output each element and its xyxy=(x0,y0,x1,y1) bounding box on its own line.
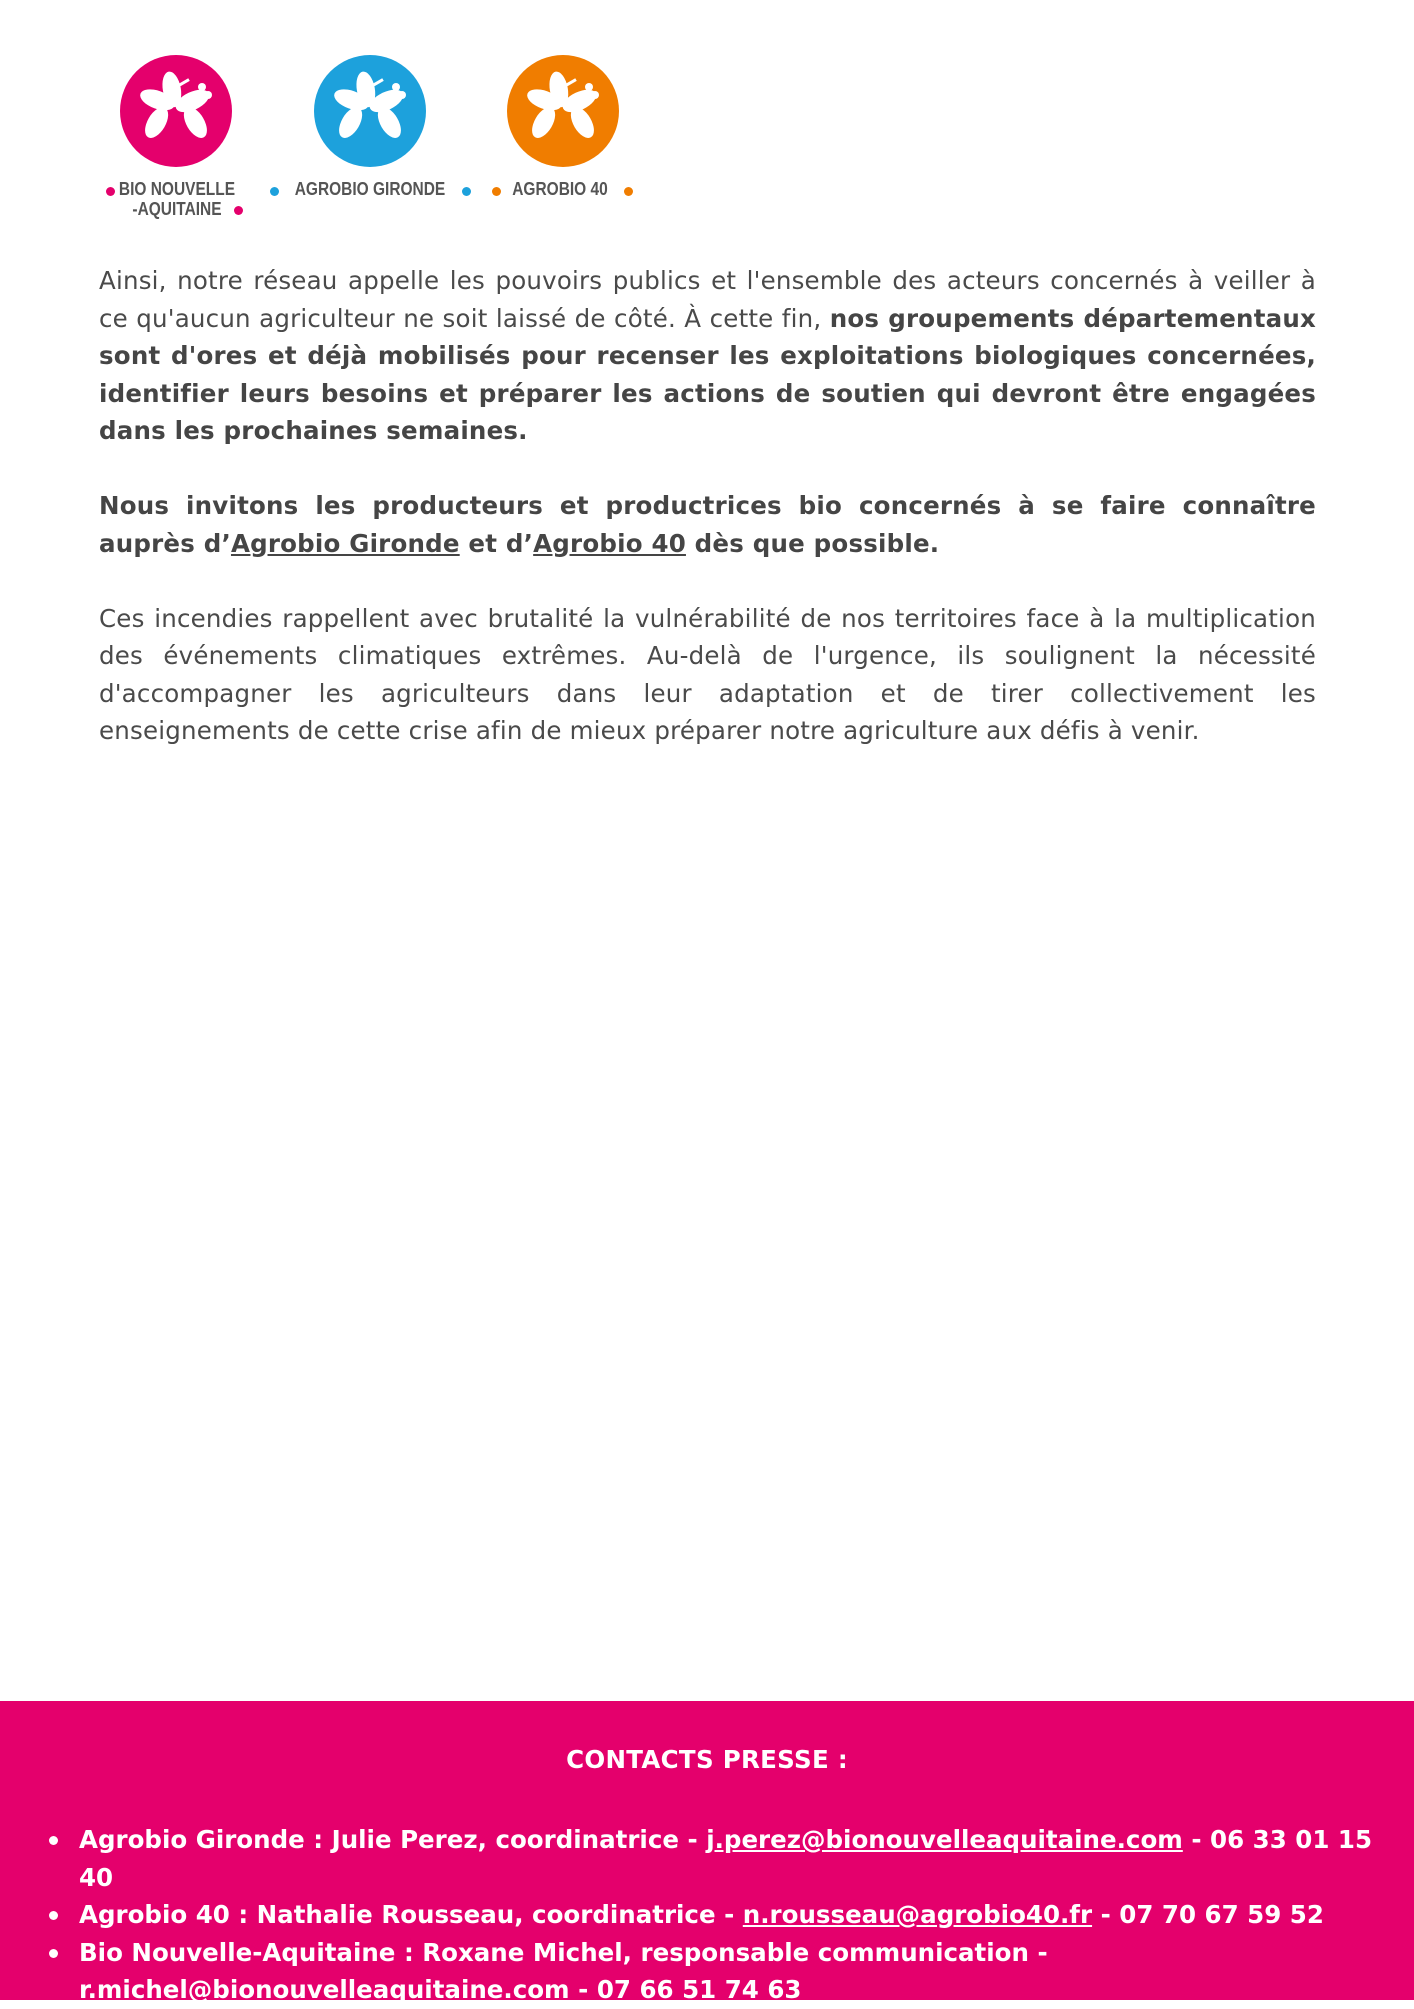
flower-icon xyxy=(507,55,619,167)
paragraph-appeal-bold: nos groupements départementaux sont d'ores et déjà mobilisés pour recenser les exploitations biologiques concernées, identifier leurs besoins et préparer les actions de soutien qui devront être engagées dans les prochaines semaines. xyxy=(99,303,1316,445)
email-link[interactable]: j.perez@bionouvelleaquitaine.com xyxy=(706,1825,1183,1854)
bullet-dot xyxy=(492,187,501,196)
press-release-body xyxy=(99,262,1316,787)
logo-label-agrobio-40: AGROBIO 40 xyxy=(512,179,608,199)
logo-label-bio-nouvelle: BIO NOUVELLE -AQUITAINE xyxy=(118,179,236,219)
agrobio-40-link[interactable]: Agrobio 40 xyxy=(533,528,686,558)
contacts-list xyxy=(46,1821,1406,2009)
logo-label-agrobio-gironde: AGROBIO GIRONDE xyxy=(294,179,446,199)
list-item: Agrobio 40 : Nathalie Rousseau, coordinatrice - n.rousseau@agrobio40.fr - 07 70 67 59 52 xyxy=(46,1896,1406,1934)
agrobio-40-logo xyxy=(507,55,619,167)
partner-logos xyxy=(100,55,640,225)
bullet-dot xyxy=(270,187,279,196)
email-link[interactable]: r.michel@bionouvelleaquitaine.com xyxy=(79,1975,570,2004)
paragraph-conclusion: Ces incendies rappellent avec brutalité la vulnérabilité de nos territoires face à la multiplication des événements climatiques extrêmes. Au-delà de l'urgence, ils soulignent la nécessité d'accompagner les agriculteurs dans leur adaptation et de tirer collectivement les enseignements de cette crise afin de mieux préparer notre agriculture aux défis à venir. xyxy=(99,603,1316,745)
paragraph-appeal: Ainsi, notre réseau appelle les pouvoirs publics et l'ensemble des acteurs concernés à veiller à ce qu'aucun agriculteur ne soit laissé de côté. À cette fin, nos groupements départementaux sont d'ores et déjà mobilisés pour recenser les exploitations biologiques concernées, identifier leurs besoins et préparer les actions de soutien qui devront être engagées dans les prochaines semaines. xyxy=(99,266,1316,445)
bio-nouvelle-aquitaine-logo xyxy=(120,55,232,167)
bullet-dot xyxy=(234,206,243,215)
paragraph-invitation: Nous invitons les producteurs et productrices bio concernés à se faire connaître auprès d’Agrobio Gironde et d’Agrobio 40 dès que possible. xyxy=(99,491,1316,558)
flower-icon xyxy=(314,55,426,167)
list-item: Agrobio Gironde : Julie Perez, coordinatrice - j.perez@bionouvelleaquitaine.com - 06 33 01 15 40 xyxy=(46,1821,1406,1896)
list-item: Bio Nouvelle-Aquitaine : Roxane Michel, responsable communication - r.michel@bionouvelleaquitaine.com - 07 66 51 74 63 xyxy=(46,1934,1406,2009)
press-contacts-footer xyxy=(0,1701,1414,2004)
footer-title: CONTACTS PRESSE : xyxy=(566,1745,848,1774)
bullet-dot xyxy=(624,187,633,196)
bullet-dot xyxy=(462,187,471,196)
flower-icon xyxy=(120,55,232,167)
agrobio-gironde-logo xyxy=(314,55,426,167)
agrobio-gironde-link[interactable]: Agrobio Gironde xyxy=(230,528,460,558)
email-link[interactable]: n.rousseau@agrobio40.fr xyxy=(742,1900,1093,1929)
